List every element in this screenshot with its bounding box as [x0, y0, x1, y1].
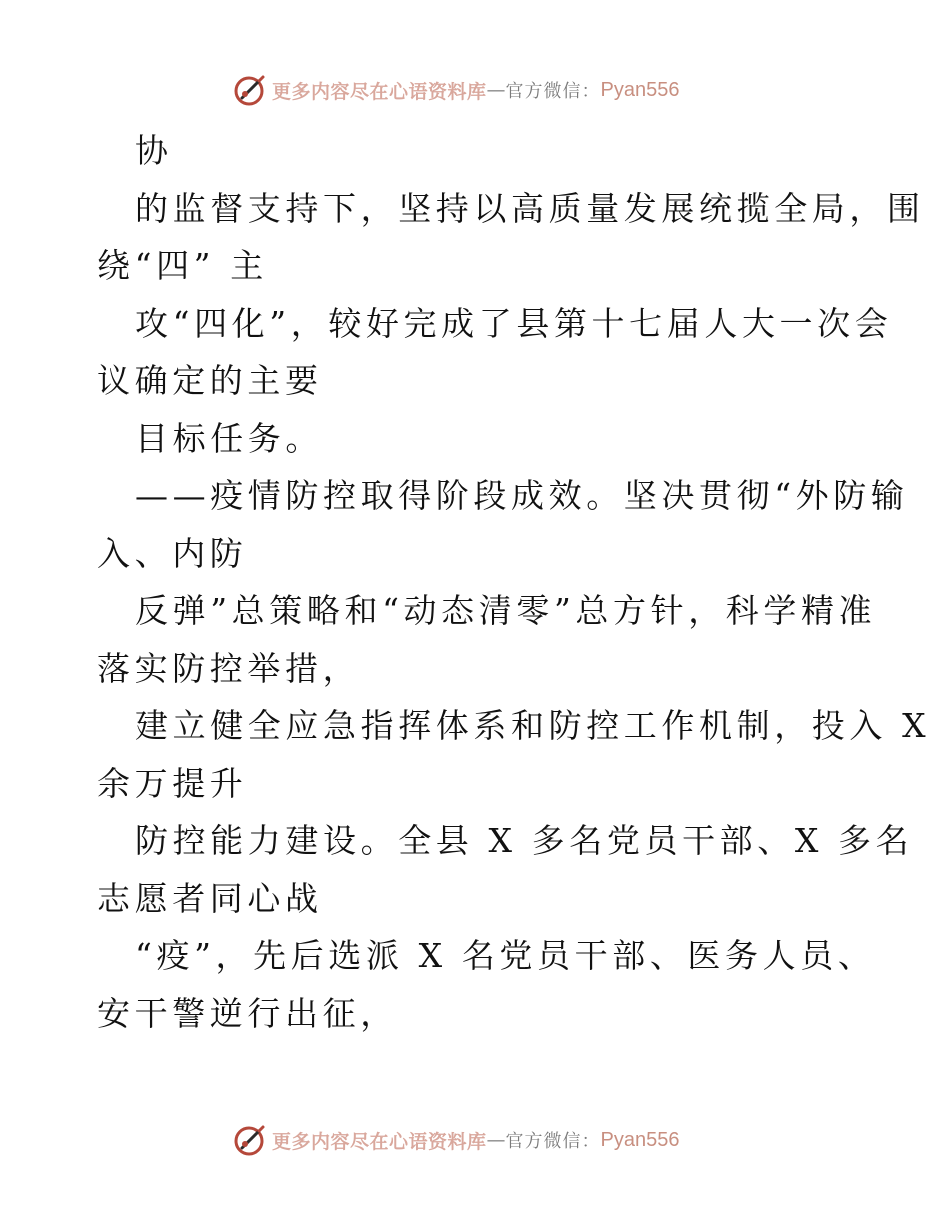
paragraph-line: ——疫情防控取得阶段成效。坚决贯彻“外防输 — [135, 476, 909, 515]
paragraph-line: 落实防控举措， — [97, 648, 361, 688]
paragraph-line: 攻“四化”，较好完成了县第十七届人大一次会 — [135, 303, 893, 343]
paragraph-line: 建立健全应急指挥体系和防控工作机制，投入 X — [135, 706, 931, 745]
paragraph-line: “疫”，先后选派 X 名党员干部、医务人员、 — [135, 936, 876, 975]
watermark-wechat-id: Pyan556 — [600, 78, 680, 101]
paragraph-line: 议确定的主要 — [97, 361, 323, 400]
watermark-site-name: 更多内容尽在心语资料库 — [272, 1130, 487, 1153]
watermark-separator: — — [486, 1129, 506, 1151]
paragraph-line: 入、内防 — [97, 533, 248, 573]
watermark-site-name: 更多内容尽在心语资料库 — [272, 80, 487, 103]
watermark-wechat-label: 官方微信： — [505, 1131, 601, 1152]
brand-logo-icon — [232, 72, 268, 108]
paragraph-line: 反弹”总策略和“动态清零”总方针，科学精准 — [135, 591, 877, 630]
brand-logo-icon — [232, 1122, 268, 1158]
watermark-wechat-label: 官方微信： — [505, 81, 601, 102]
paragraph-line: 目标任务。 — [135, 418, 323, 458]
paragraph-line: 安干警逆行出征， — [97, 993, 398, 1033]
paragraph-line: 协 — [135, 131, 173, 170]
watermark-wechat-id: Pyan556 — [600, 1128, 680, 1151]
paragraph-line: 绕“四” 主 — [97, 246, 268, 285]
paragraph-line: 余万提升 — [97, 763, 248, 803]
paragraph-line: 的监督支持下，坚持以高质量发展统揽全局，围 — [135, 188, 925, 228]
header-watermark — [232, 70, 732, 110]
footer-watermark — [232, 1120, 732, 1160]
watermark-separator: — — [486, 79, 506, 101]
paragraph-line: 志愿者同心战 — [97, 878, 323, 918]
document-body — [97, 122, 931, 1042]
paragraph-line: 防控能力建设。全县 X 多名党员干部、X 多名 — [135, 821, 914, 860]
